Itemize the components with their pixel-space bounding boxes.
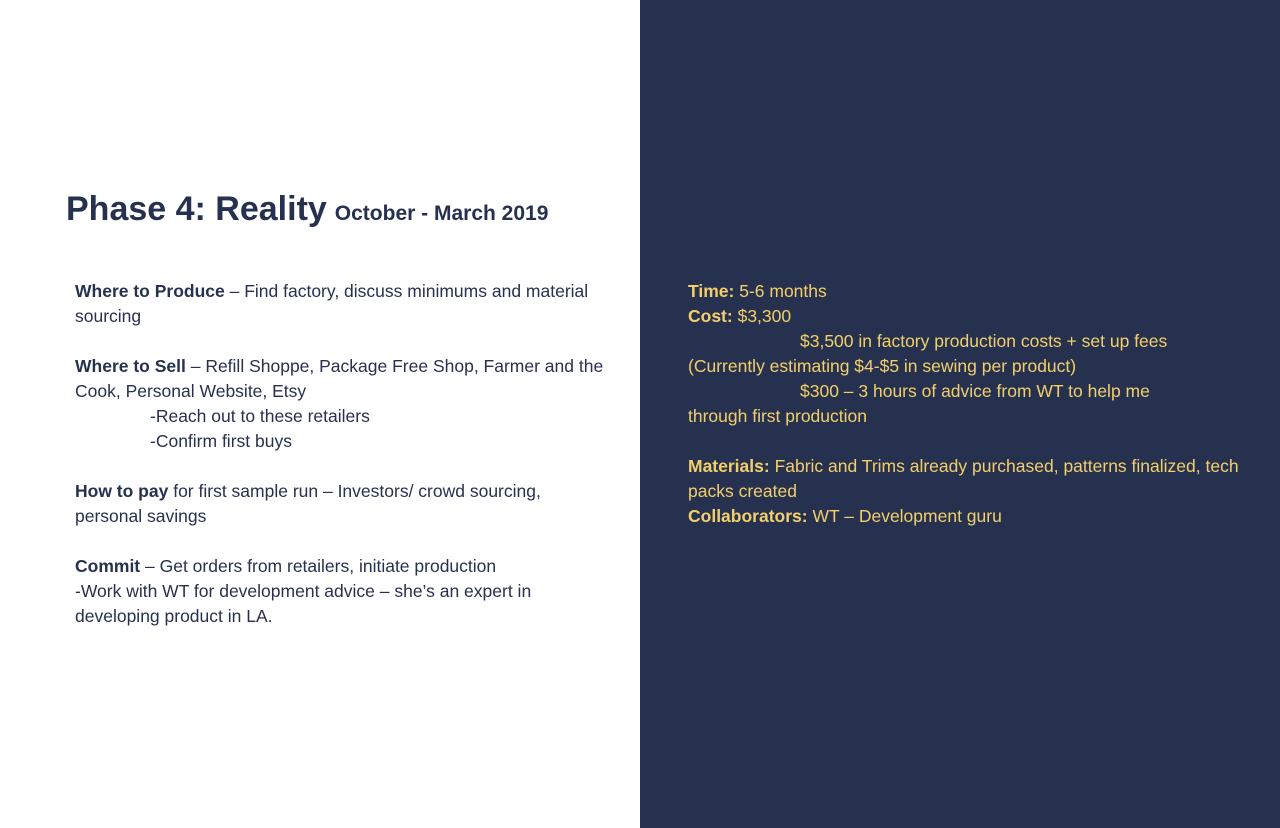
cost-line [688, 304, 1248, 329]
time-text: 5-6 months [734, 281, 827, 301]
pay-text: for first sample run – Investors/ crowd sourcing, personal savings [75, 481, 541, 526]
pay-label: How to pay [75, 481, 169, 501]
collaborators-line [688, 504, 1248, 529]
pay-block [75, 479, 605, 529]
cost-detail-2: (Currently estimating $4-$5 in sewing per product) [688, 356, 1077, 376]
slide-title [66, 190, 636, 229]
sell-text: – Refill Shoppe, Package Free Shop, Farmer and the Cook, Personal Website, Etsy [75, 356, 604, 401]
commit-block [75, 554, 605, 629]
commit-line [75, 554, 605, 579]
title-date-range: October - March 2019 [334, 202, 549, 225]
sell-label: Where to Sell [75, 356, 186, 376]
sell-sub-item: -Reach out to these retailers [150, 406, 370, 426]
sell-sub-item: -Confirm first buys [150, 431, 292, 451]
cost-detail-1: $3,500 in factory production costs + set up fees [800, 331, 1168, 351]
time-label: Time: [688, 281, 735, 301]
collaborators-label: Collaborators: [688, 506, 808, 526]
commit-line-2: -Work with WT for development advice – she’s an expert in developing product in LA. [75, 581, 532, 626]
time-cost-block [688, 279, 1248, 429]
right-body [688, 279, 1248, 529]
cost-label: Cost: [688, 306, 733, 326]
cost-text: $3,300 [732, 306, 792, 326]
sell-block [75, 354, 605, 454]
left-body [75, 279, 605, 629]
title-main: Phase 4: Reality [66, 190, 327, 228]
commit-text: – Get orders from retailers, initiate production [140, 556, 497, 576]
materials-text: Fabric and Trims already purchased, patterns finalized, tech packs created [688, 456, 1239, 501]
materials-label: Materials: [688, 456, 770, 476]
collaborators-text: WT – Development guru [807, 506, 1002, 526]
materials-collab-block [688, 454, 1248, 529]
produce-block [75, 279, 605, 329]
cost-detail-3: $300 – 3 hours of advice from WT to help me [800, 381, 1150, 401]
commit-label: Commit [75, 556, 141, 576]
produce-text: – Find factory, discuss minimums and material sourcing [75, 281, 589, 326]
sell-line [75, 354, 605, 404]
cost-detail-4: through first production [688, 406, 867, 426]
time-line [688, 279, 1248, 304]
produce-label: Where to Produce [75, 281, 225, 301]
materials-line [688, 454, 1248, 504]
